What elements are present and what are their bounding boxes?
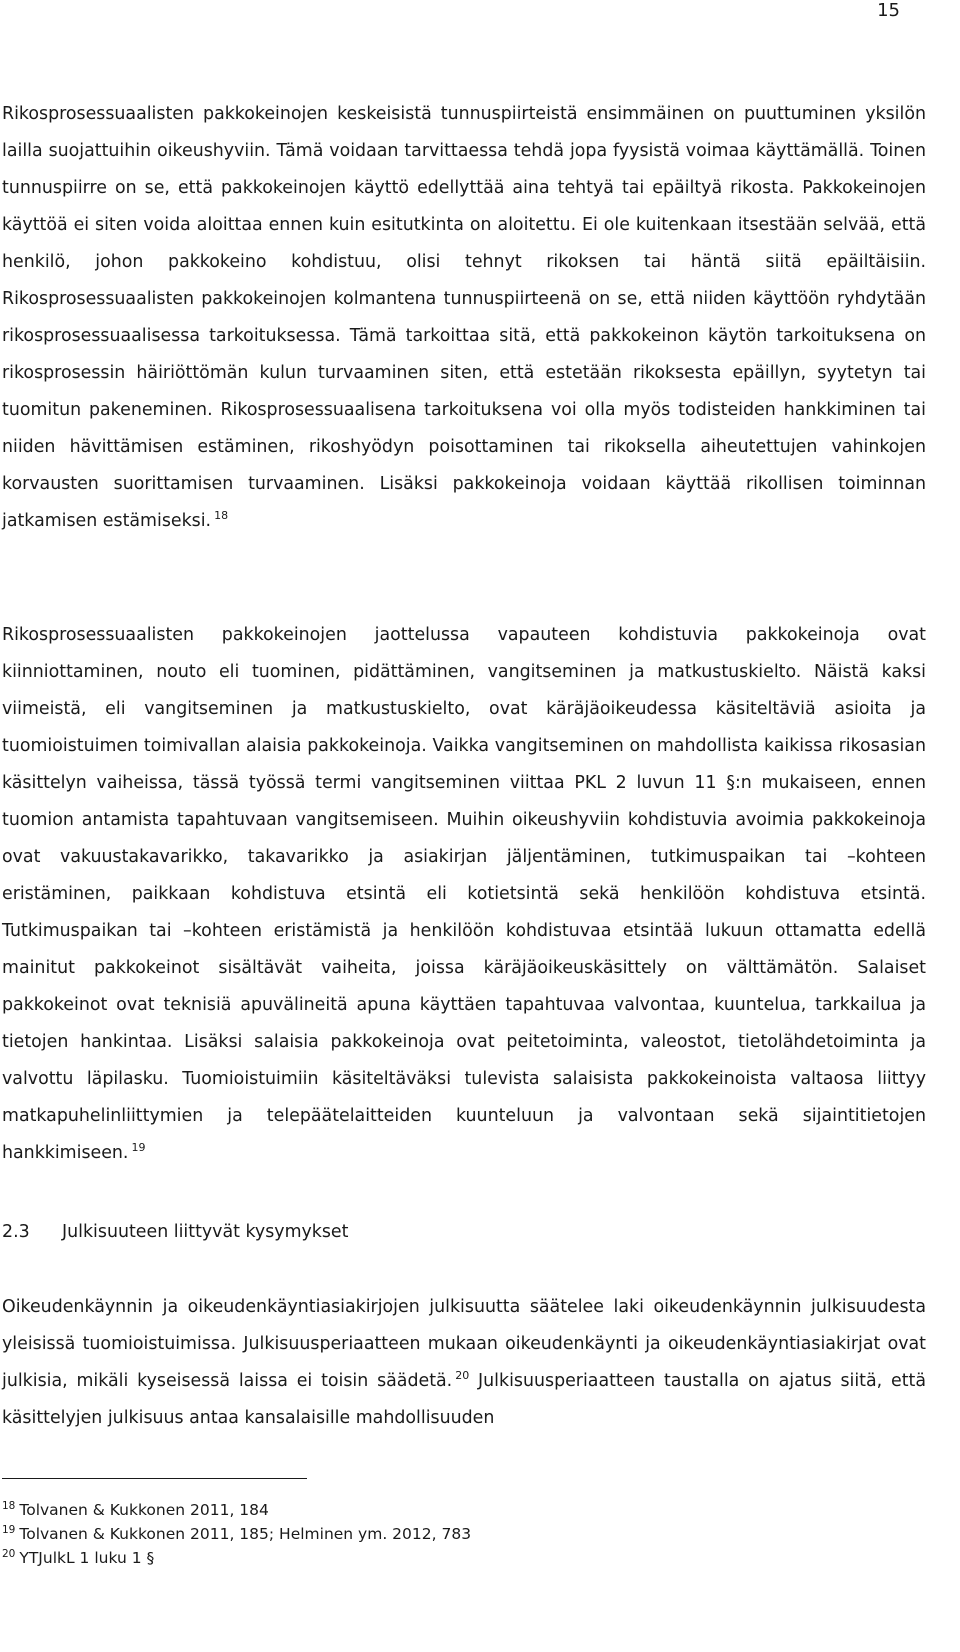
footnote-ref: 18 <box>214 509 229 523</box>
section-number: 2.3 <box>2 1222 30 1242</box>
paragraph-text: Rikosprosessuaalisten pakkokeinojen jaottelussa vapauteen kohdistuvia pakkokeinoja ovat kiinniottaminen, nouto eli tuominen, pidättäminen, vangitseminen ja matkustuskielto. Näistä kaksi viimeistä, eli vangitseminen ja matkustuskielto, ovat käräjäoikeudessa käsiteltäviä asioita ja tuomioistuimen toimivallan alaisia pakkokeinoja. Vaikka vangitseminen on mahdollista kaikissa rikosasian käsittelyn vaiheissa, tässä työssä termi vangitseminen viittaa PKL 2 luvun 11 §:n mukaiseen, ennen tuomion antamista tapahtuvaan vangitsemiseen. Muihin oikeushyviin kohdistuvia avoimia pakkokeinoja ovat vakuustakavarikko, takavarikko ja asiakirjan jäljentäminen, tutkimuspaikan tai –kohteen eristäminen, paikkaan kohdistuva etsintä eli kotietsintä sekä henkilöön kohdistuva etsintä. Tutkimuspaikan tai –kohteen eristämistä ja henkilöön kohdistuvaa etsintää lukuun ottamatta edellä mainitut pakkokeinot sisältävät vaiheita, joissa käräjäoikeuskäsittely on välttämätön. Salaiset pakkokeinot ovat teknisiä apuvälineitä apuna käyttäen tapahtuvaa valvontaa, kuuntelua, tarkkailua ja tietojen hankintaa. Lisäksi salaisia pakkokeinoja ovat peitetoiminta, valeostot, tietolähdetoiminta ja valvottu läpilasku. Tuomioistuimiin käsiteltäväksi tulevista salaisista pakkokeinoista valtaosa liittyy matkapuhelinliittymien ja telepäätelaitteiden kuunteluun ja valvontaan sekä sijaintitietojen hankkimiseen. <box>2 625 926 1163</box>
paragraph-coercive-measures-classification <box>2 617 926 1172</box>
footnote-text: Tolvanen & Kukkonen 2011, 185; Helminen ym. 2012, 783 <box>19 1525 472 1543</box>
footnote-number: 20 <box>2 1547 16 1560</box>
paragraph-text: Rikosprosessuaalisten pakkokeinojen keskeisistä tunnuspiirteistä ensimmäinen on puuttuminen yksilön lailla suojattuihin oikeushyviin. Tämä voidaan tarvittaessa tehdä jopa fyysistä voimaa käyttämällä. Toinen tunnuspiirre on se, että pakkokeinojen käyttö edellyttää aina tehtyä tai epäiltyä rikosta. Pakkokeinojen käyttöä ei siten voida aloittaa ennen kuin esitutkinta on aloitettu. Ei ole kuitenkaan itsestään selvää, että henkilö, johon pakkokeino kohdistuu, olisi tehnyt rikoksen tai häntä siitä epäiltäisiin. Rikosprosessuaalisten pakkokeinojen kolmantena tunnuspiirteenä on se, että niiden käyttöön ryhdytään rikosprosessuaalisessa tarkoituksessa. Tämä tarkoittaa sitä, että pakkokeinon käytön tarkoituksena on rikosprosessin häiriöttömän kulun turvaaminen siten, että estetään rikoksesta epäillyn, syytetyn tai tuomitun pakeneminen. Rikosprosessuaalisena tarkoituksena voi olla myös todisteiden hankkiminen tai niiden hävittämisen estäminen, rikoshyödyn poisottaminen tai rikoksella aiheutettujen vahinkojen korvausten suorittamisen turvaaminen. Lisäksi pakkokeinoja voidaan käyttää rikollisen toiminnan jatkamisen estämiseksi. <box>2 104 926 531</box>
footnote-text: YTJulkL 1 luku 1 § <box>19 1549 155 1567</box>
footnote <box>2 1522 902 1546</box>
footnote-text: Tolvanen & Kukkonen 2011, 184 <box>19 1501 269 1519</box>
footnote-separator <box>2 1478 307 1479</box>
footnote-ref: 19 <box>131 1141 146 1155</box>
footnote-ref: 20 <box>455 1369 470 1383</box>
page-number: 15 <box>877 0 900 21</box>
footnote-number: 19 <box>2 1523 16 1536</box>
paragraph-text-continued: Julkisuusperiaatteen taustalla on ajatus siitä, että käsittelyjen julkisuus antaa kansalaisille mahdollisuuden <box>2 1371 926 1428</box>
section-heading <box>2 1214 348 1251</box>
section-title: Julkisuuteen liittyvät kysymykset <box>62 1222 349 1242</box>
paragraph-publicity <box>2 1289 926 1437</box>
paragraph-text: Oikeudenkäynnin ja oikeudenkäyntiasiakirjojen julkisuutta säätelee laki oikeudenkäynnin julkisuudesta yleisissä tuomioistuimissa. Julkisuusperiaatteen mukaan oikeudenkäynti ja oikeudenkäyntiasiakirjat ovat julkisia, mikäli kyseisessä laissa ei toisin säädetä. <box>2 1297 926 1391</box>
footnote <box>2 1546 902 1570</box>
paragraph-coercive-measures-characteristics <box>2 96 926 540</box>
footnotes <box>2 1498 902 1570</box>
footnote-number: 18 <box>2 1499 16 1512</box>
footnote <box>2 1498 902 1522</box>
